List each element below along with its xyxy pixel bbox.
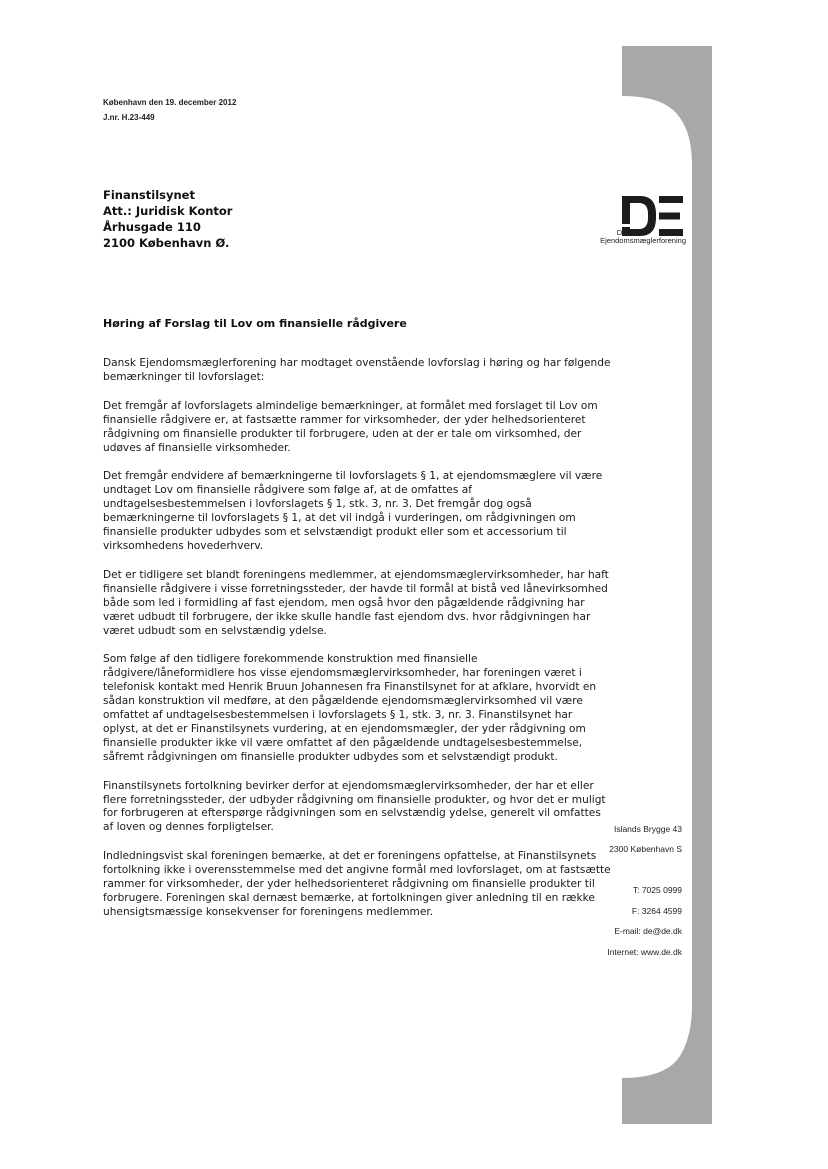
sidebar-bracket-decoration (622, 46, 712, 1124)
letter-date: København den 19. december 2012 (103, 98, 237, 107)
recipient-name: Finanstilsynet (103, 188, 195, 202)
paragraph: Dansk Ejendomsmæglerforening har modtaget ovenstående lovforslag i høring og har følgende bemærkninger til lovforslaget: (103, 357, 611, 383)
recipient-city: 2100 København Ø. (103, 236, 230, 250)
paragraph: Det fremgår endvidere af bemærkningerne til lovforslagets § 1, at ejendomsmæglere vil være undtaget Lov om finansielle rådgivere som følge af, at de omfattes af undtagelsesbestemmelsen i lovforslagets § 1, stk. 3, nr. 3. Det fremgår dog også bemærkningerne til lovforslagets § 1, at det vil indgå i vurderingen, om rådgivningen om finansielle produkter udbydes som et selvstændigt produkt eller som et accessorium til virksomhedens hovederhverv. (103, 470, 603, 552)
recipient-street: Århusgade 110 (103, 220, 201, 234)
contact-fax: F: 3264 4599 (631, 906, 682, 916)
journal-number: J.nr. H.23-449 (103, 113, 155, 122)
logo-text-dansk: Dansk (616, 228, 638, 237)
contact-web: Internet: www.de.dk (607, 947, 682, 957)
paragraph: Det fremgår af lovforslagets almindelige bemærkninger, at formålet med forslaget til Lov om finansielle rådgivere er, at fastsætte rammer for virksomheder, der yder helhedsorienteret rådgivning om finansielle produkter til forbrugere, uden at der er tale om virksomhed, der udøves af finansielle virksomheder. (103, 399, 598, 454)
contact-email: E-mail: de@de.dk (614, 926, 682, 936)
contact-street: Islands Brygge 43 (613, 824, 682, 834)
recipient-address (103, 187, 232, 251)
paragraph: Det er tidligere set blandt foreningens medlemmer, at ejendomsmæglervirksomheder, har haft finansielle rådgivere i visse forretningssteder, der havde til formål at bistå ved lånevirksomhed både som led i formidling af fast ejendom, men også hvor den pågældende rådgivning har været udbudt til forbrugere, der ikke skulle handle fast ejendom dvs. hvor rådgivningen har været udbudt som en selvstændig ydelse. (103, 568, 609, 637)
contact-phone: T: 7025 0999 (632, 885, 682, 895)
paragraph: Som følge af den tidligere forekommende konstruktion med finansielle rådgivere/låneformidlere hos visse ejendomsmæglervirksomheder, har foreningen været i telefonisk kontakt med Henrik Bruun Johannesen fra Finanstilsynet for at afklare, hvorvidt en sådan konstruktion vil medføre, at den pågældende ejendomsmæglervirksomhed vil være omfattet af undtagelsesbestemmelsen i lovforslagets § 1, stk. 3, nr. 3. Finanstilsynet har oplyst, at det er Finanstilsynets vurdering, at en ejendomsmægler, der yder rådgivning om finansielle produkter ikke vil være omfattet af den pågældende undtagelsesbestemmelse, såfremt rådgivningen om finansielle produkter udbydes som et selvstændigt produkt. (103, 653, 597, 763)
letter-meta (103, 95, 236, 125)
paragraph: Indledningsvist skal foreningen bemærke, at det er foreningens opfattelse, at Finanstilsynets fortolkning ikke i overensstemmelse med det angivne formål med lovforslaget, om at fastsætte rammer for virksomheder, der yder helhedsorienteret rådgivning om finansielle produkter til forbrugere. Foreningen skal dernæst bemærke, at fortolkningen giver anledning til en række uhensigtsmæssige konsekvenser for foreningens medlemmer. (103, 850, 611, 918)
contact-city: 2300 København S (609, 844, 682, 854)
logo-text-org: Ejendomsmæglerforening (600, 236, 686, 245)
recipient-attention: Att.: Juridisk Kontor (103, 204, 233, 218)
letter-subject: Høring af Forslag til Lov om finansielle rådgivere (103, 317, 407, 330)
paragraph: Finanstilsynets fortolkning bevirker derfor at ejendomsmæglervirksomheder, der har et eller flere forretningssteder, der udbyder rådgivning om finansielle produkter, og hvor det er muligt for forbrugeren at efterspørge rådgivningen som en selvstændig ydelse, generelt vil omfattes af loven og dennes forpligtelser. (103, 779, 606, 834)
letter-body (103, 357, 611, 935)
